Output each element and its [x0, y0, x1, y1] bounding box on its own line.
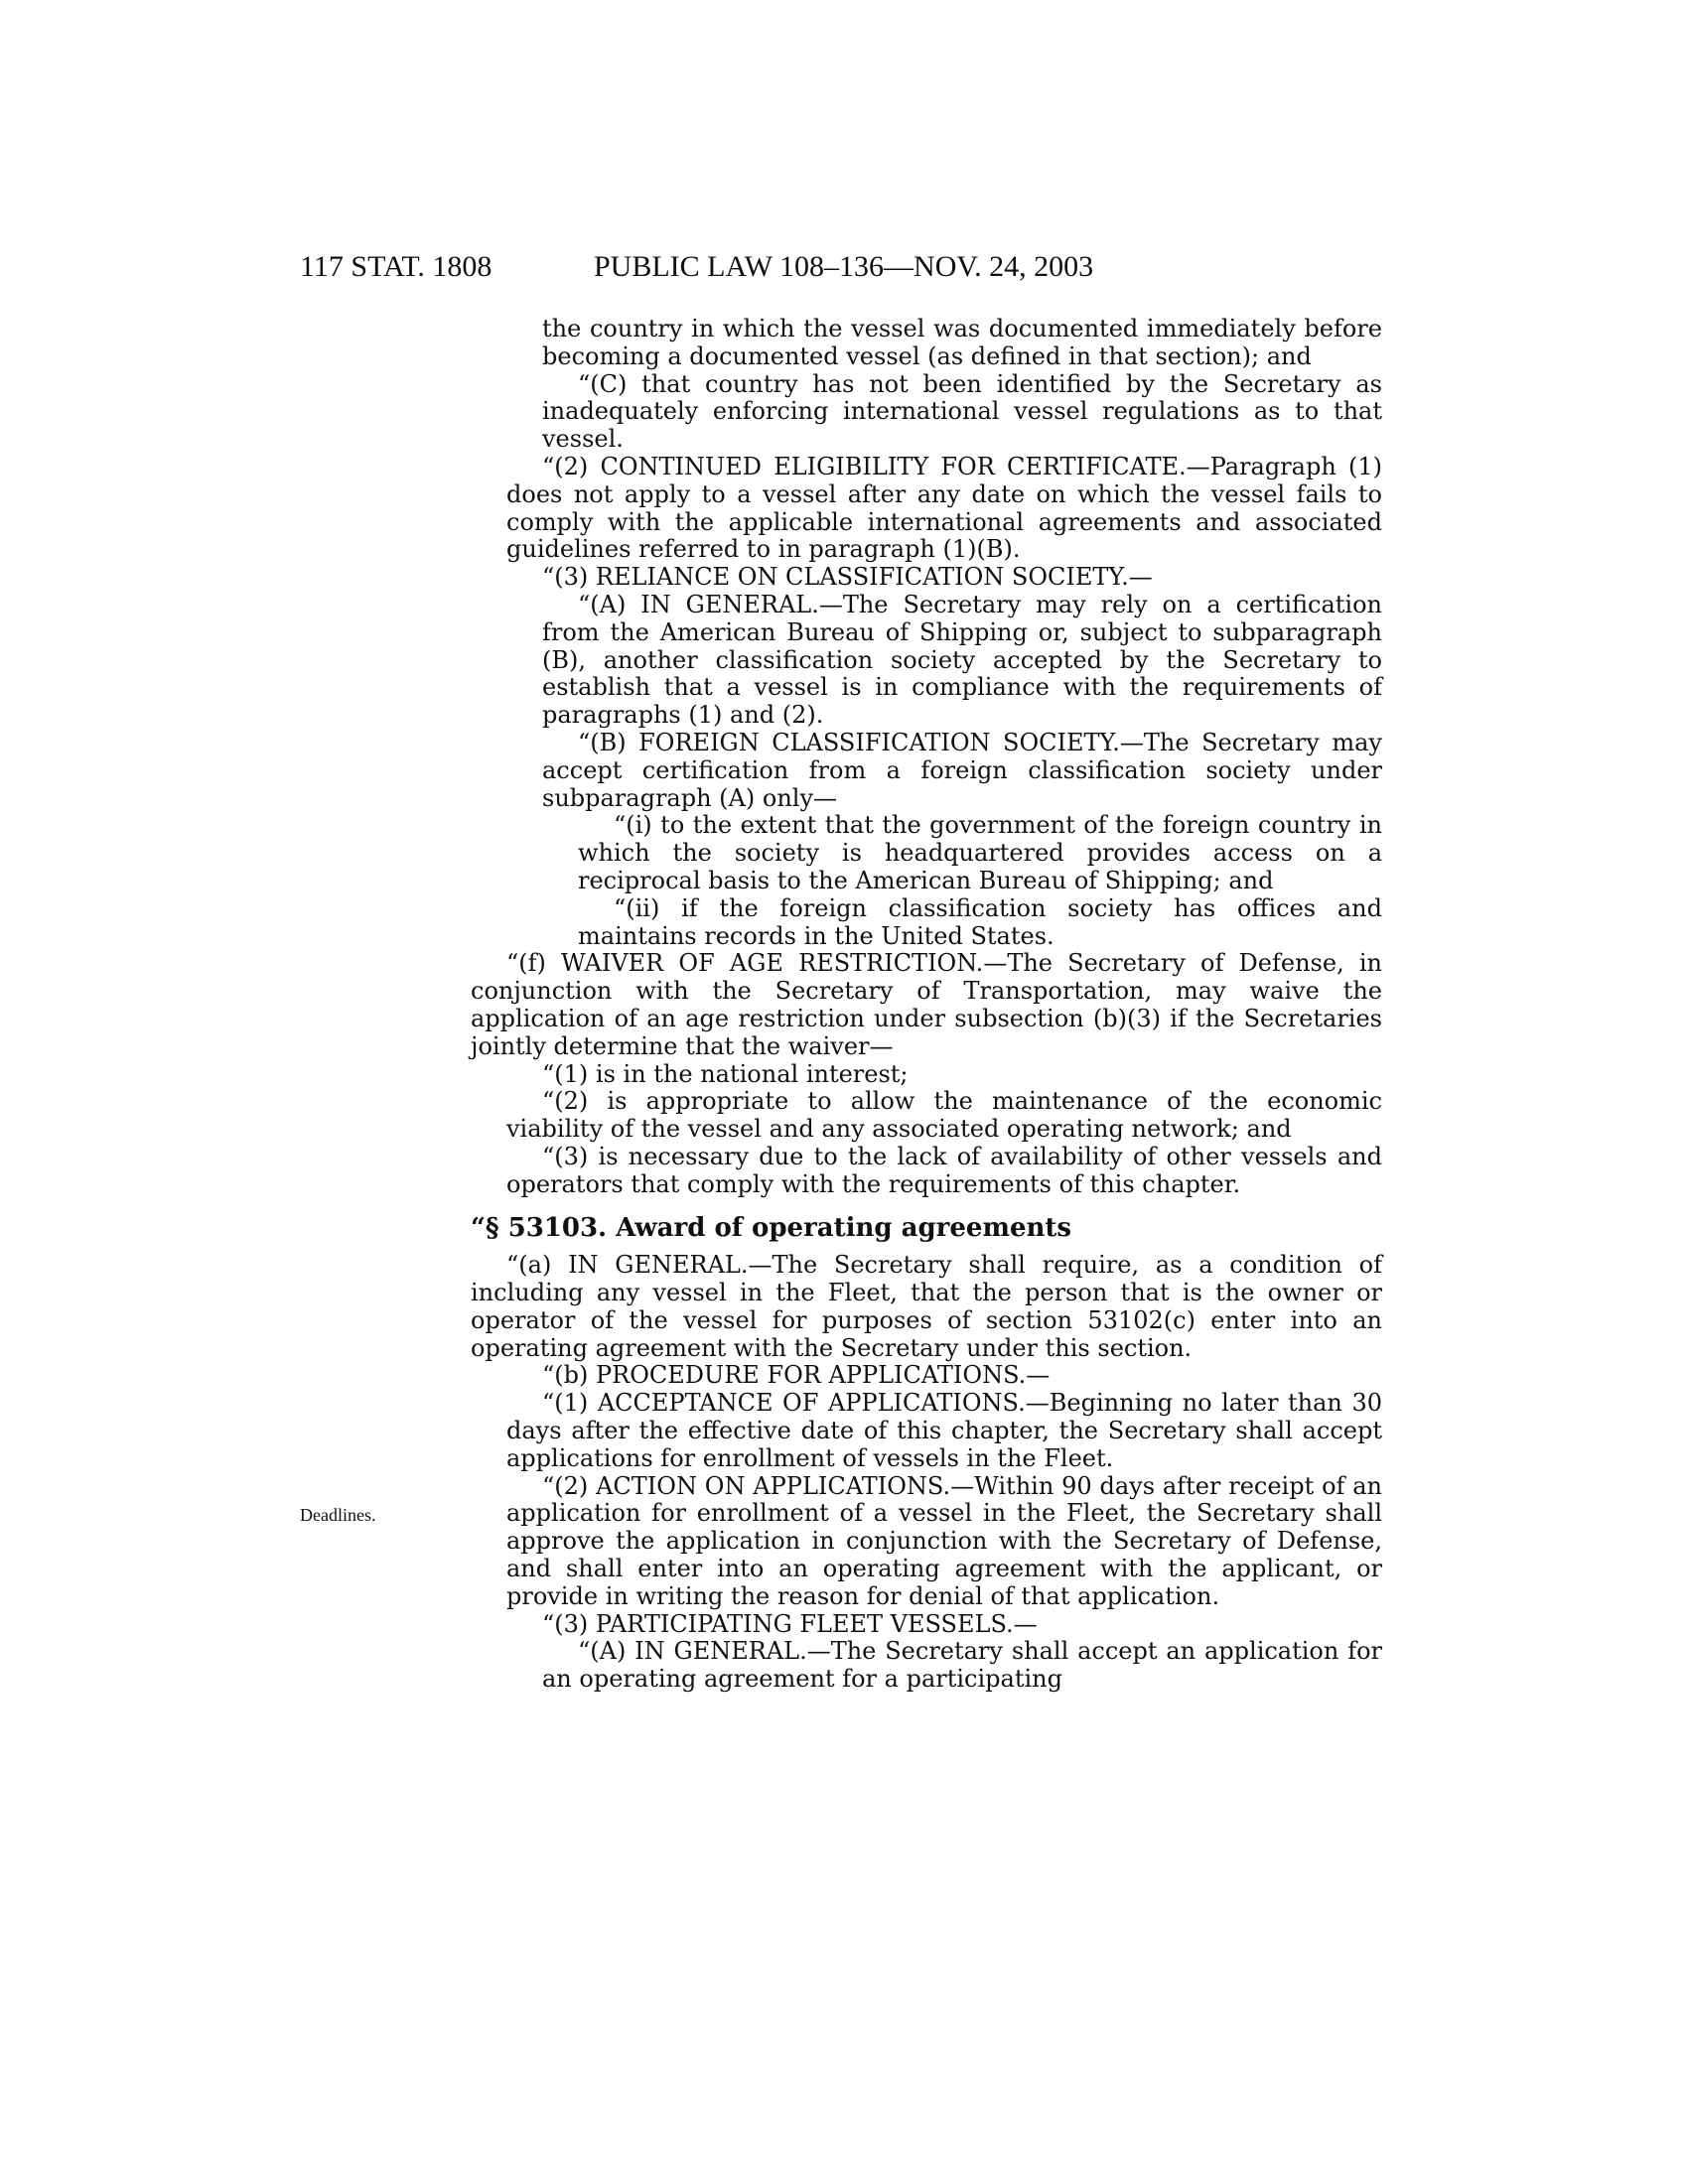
- paragraph: “(1) ACCEPTANCE OF APPLICATIONS.—Beginning no later than 30 days after the effective date of this chapter, the Secretary shall accept applications for enrollment of vessels in the Fleet.: [506, 1389, 1382, 1472]
- paragraph: “(b) PROCEDURE FOR APPLICATIONS.—: [542, 1361, 1051, 1390]
- public-law-citation: PUBLIC LAW 108–136—NOV. 24, 2003: [594, 250, 1094, 283]
- paragraph: “(2) is appropriate to allow the maintenance of the economic viability of the vessel and any associated operating network; and: [506, 1087, 1382, 1144]
- paragraph: “(2) CONTINUED ELIGIBILITY FOR CERTIFICATE.—Paragraph (1) does not apply to a vessel after any date on which the vessel fails to comply with the applicable international agreements and associated guidelines referred to in paragraph (1)(B).: [506, 452, 1382, 564]
- margin-note: Deadlines.: [300, 1505, 376, 1525]
- paragraph: the country in which the vessel was documented immediately before becoming a documented vessel (as defined in that section); and: [542, 315, 1382, 370]
- paragraph: “(B) FOREIGN CLASSIFICATION SOCIETY.—The Secretary may accept certification from a foreign classification society under subparagraph (A) only—: [542, 728, 1382, 812]
- paragraph: “(1) is in the national interest;: [542, 1059, 909, 1088]
- paragraph: “(3) RELIANCE ON CLASSIFICATION SOCIETY.—: [542, 563, 1153, 592]
- statute-page-number: 117 STAT. 1808: [300, 250, 492, 283]
- page-header: [0, 250, 1688, 290]
- paragraph: “(ii) if the foreign classification society has offices and maintains records in the United States.: [578, 893, 1382, 950]
- section-heading: “§ 53103. Award of operating agreements: [471, 1212, 1072, 1243]
- paragraph: “(A) IN GENERAL.—The Secretary shall accept an application for an operating agreement for a participating: [542, 1637, 1382, 1694]
- paragraph: “(a) IN GENERAL.—The Secretary shall require, as a condition of including any vessel in the Fleet, that the person that is the owner or operator of the vessel for purposes of section 53102(c) enter into an operating agreement with the Secretary under this section.: [471, 1251, 1382, 1362]
- paragraph: “(i) to the extent that the government of the foreign country in which the society is headquartered provides access on a reciprocal basis to the American Bureau of Shipping; and: [578, 811, 1382, 894]
- paragraph: “(f) WAIVER OF AGE RESTRICTION.—The Secretary of Defense, in conjunction with the Secretary of Transportation, may waive the application of an age restriction under subsection (b)(3) if the Secretaries jointly determine that the waiver—: [471, 949, 1382, 1060]
- paragraph: “(A) IN GENERAL.—The Secretary may rely on a certification from the American Bureau of Shipping or, subject to subparagraph (B), another classification society accepted by the Secretary to establish that a vessel is in compliance with the requirements of paragraphs (1) and (2).: [542, 590, 1382, 730]
- paragraph: “(2) ACTION ON APPLICATIONS.—Within 90 days after receipt of an application for enrollment of a vessel in the Fleet, the Secretary shall approve the application in conjunction with the Secretary of Defense, and shall enter into an operating agreement with the applicant, or provide in writing the reason for denial of that application.: [506, 1471, 1382, 1610]
- paragraph: “(3) is necessary due to the lack of availability of other vessels and operators that comply with the requirements of this chapter.: [506, 1142, 1382, 1198]
- paragraph: “(3) PARTICIPATING FLEET VESSELS.—: [542, 1609, 1038, 1638]
- paragraph: “(C) that country has not been identified by the Secretary as inadequately enforcing international vessel regulations as to that vessel.: [542, 369, 1382, 454]
- document-body: [471, 315, 1382, 1694]
